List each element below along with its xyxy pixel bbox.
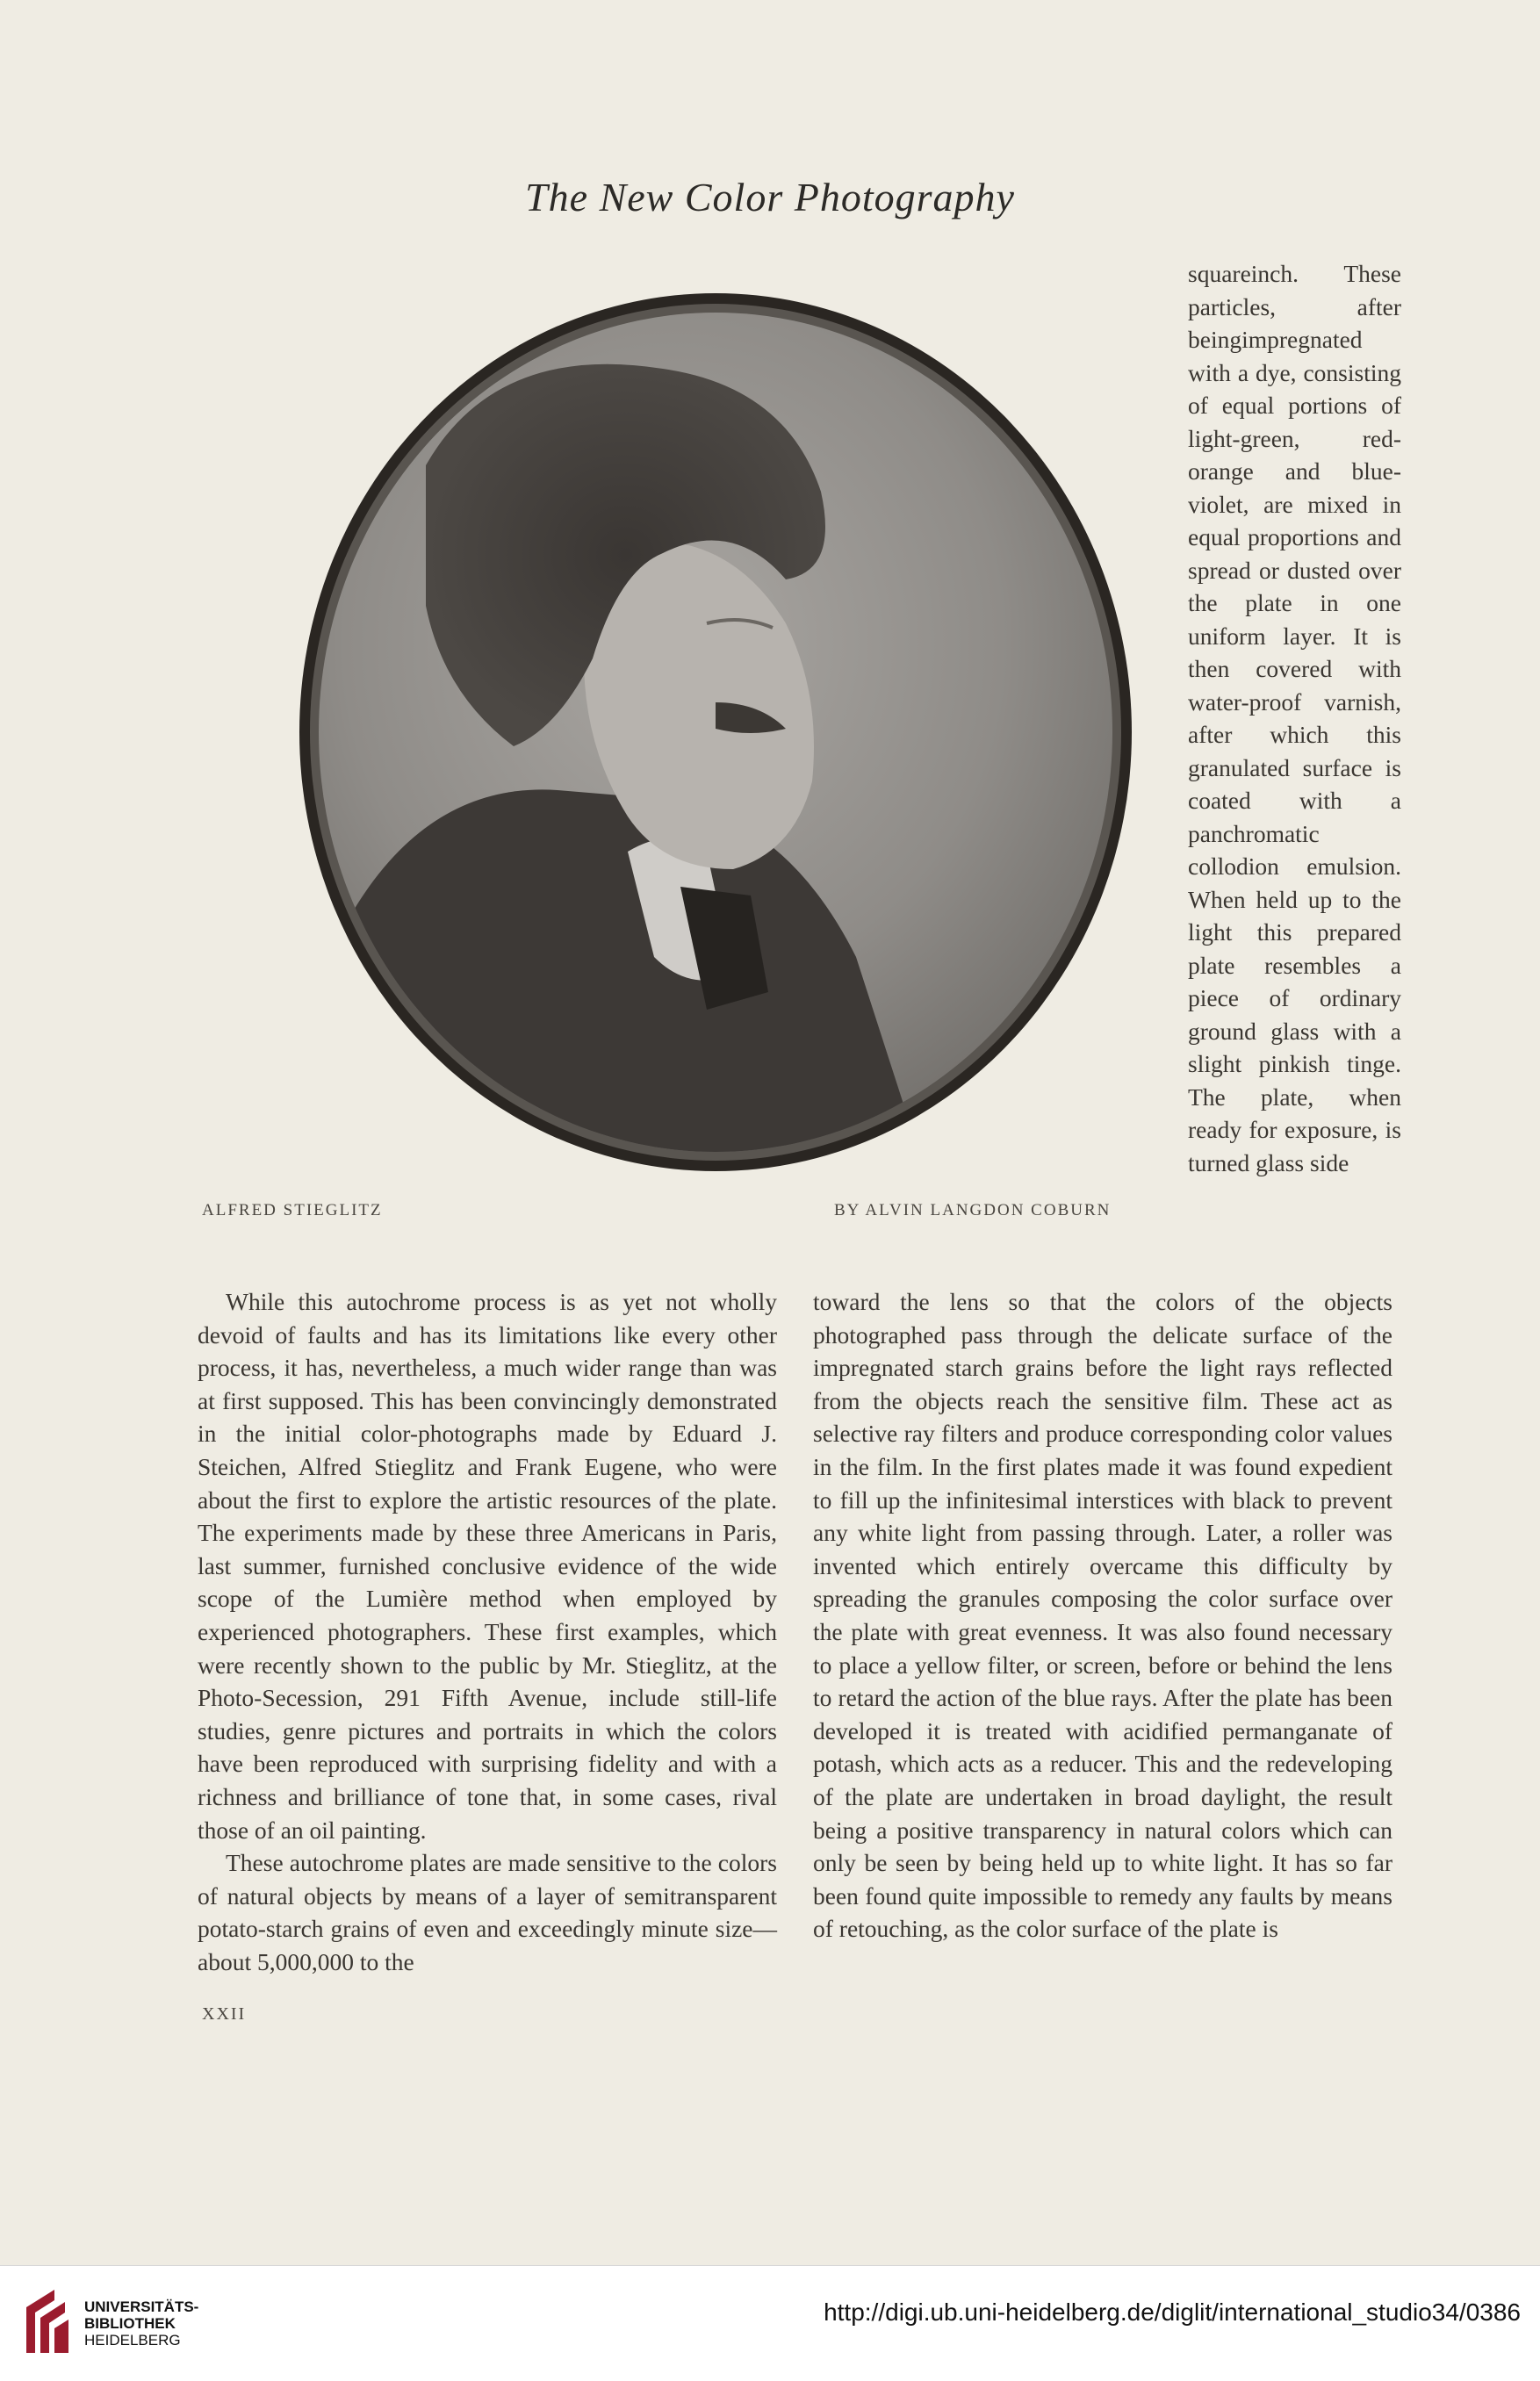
running-title: The New Color Photography bbox=[525, 175, 1015, 219]
page-folio: XXII bbox=[202, 2004, 247, 2024]
side-column-text: squareinch. These particles, after beingimpregnated with a dye, consisting of equal portions of light-green, red-orange and blue-violet, are mixed in equal proportions and spread or dusted over the plate in one uniform layer. It is then covered with water-proof varnish, after which this granulated surface is coated with a panchromatic collodion emulsion. When held up to the light this prepared plate resembles a piece of ordinary ground glass with a slight pinkish tinge. The plate, when ready for exposure, is turned glass side bbox=[1188, 260, 1401, 1176]
right-column bbox=[813, 1285, 1392, 1946]
source-url-link[interactable]: http://digi.ub.uni-heidelberg.de/diglit/international_studio34/0386 bbox=[824, 2298, 1521, 2326]
portrait-photograph bbox=[294, 290, 1137, 1175]
photo-caption-subject: ALFRED STIEGLITZ bbox=[202, 1201, 383, 1219]
library-logo-icon bbox=[19, 2283, 72, 2362]
left-column bbox=[198, 1285, 777, 1978]
library-name-line: UNIVERSITÄTS- bbox=[84, 2298, 199, 2315]
library-name bbox=[84, 2298, 198, 2349]
library-name-line: HEIDELBERG bbox=[84, 2332, 181, 2349]
paragraph: These autochrome plates are made sensitive to the colors of natural objects by means of a layer of semitransparent potato-starch grains of even and exceedingly minute size—about 5,000,000 to the bbox=[198, 1849, 777, 1975]
paragraph: While this autochrome process is as yet not wholly devoid of faults and has its limitations like every other process, it has, nevertheless, a much wider range than was at first supposed. This has been convincingly demonstrated in the initial color-photographs made by Eduard J. Steichen, Alfred Stieglitz and Frank Eugene, who were about the first to explore the artistic resources of the plate. The experiments made by these three Americans in Paris, last summer, furnished conclusive evidence of the wide scope of the Lumière method when employed by experienced photographers. These first examples, which were recently shown to the public by Mr. Stieglitz, at the Photo-Secession, 291 Fifth Avenue, include still-life studies, genre pictures and portraits in which the colors have been reproduced with surprising fidelity and with a richness and brilliance of tone that, in some cases, rival those of an oil painting. bbox=[198, 1288, 777, 1844]
photo-caption-credit: BY ALVIN LANGDON COBURN bbox=[834, 1201, 1112, 1219]
library-name-line: BIBLIOTHEK bbox=[84, 2315, 176, 2332]
paragraph: toward the lens so that the colors of the objects photographed pass through the delicate surface of the impregnated starch grains before the light rays reflected from the objects reach the sensitive film. These act as selective ray filters and produce corresponding color values in the film. In the first plates made it was found expedient to fill up the infinitesimal interstices with black to prevent any white light from passing through. Later, a roller was invented which entirely overcame this difficulty by spreading the granules composing the color surface over the plate with great evenness. It was also found necessary to place a yellow filter, or screen, before or behind the lens to retard the action of the blue rays. After the plate has been developed it is treated with acidified permanganate of potash, which acts as a reducer. This and the redeveloping of the plate are undertaken in broad daylight, the result being a positive transparency in natural colors which can only be seen by being held up to white light. It has so far been found quite impossible to remedy any faults by means of retouching, as the color surface of the plate is bbox=[813, 1288, 1392, 1943]
